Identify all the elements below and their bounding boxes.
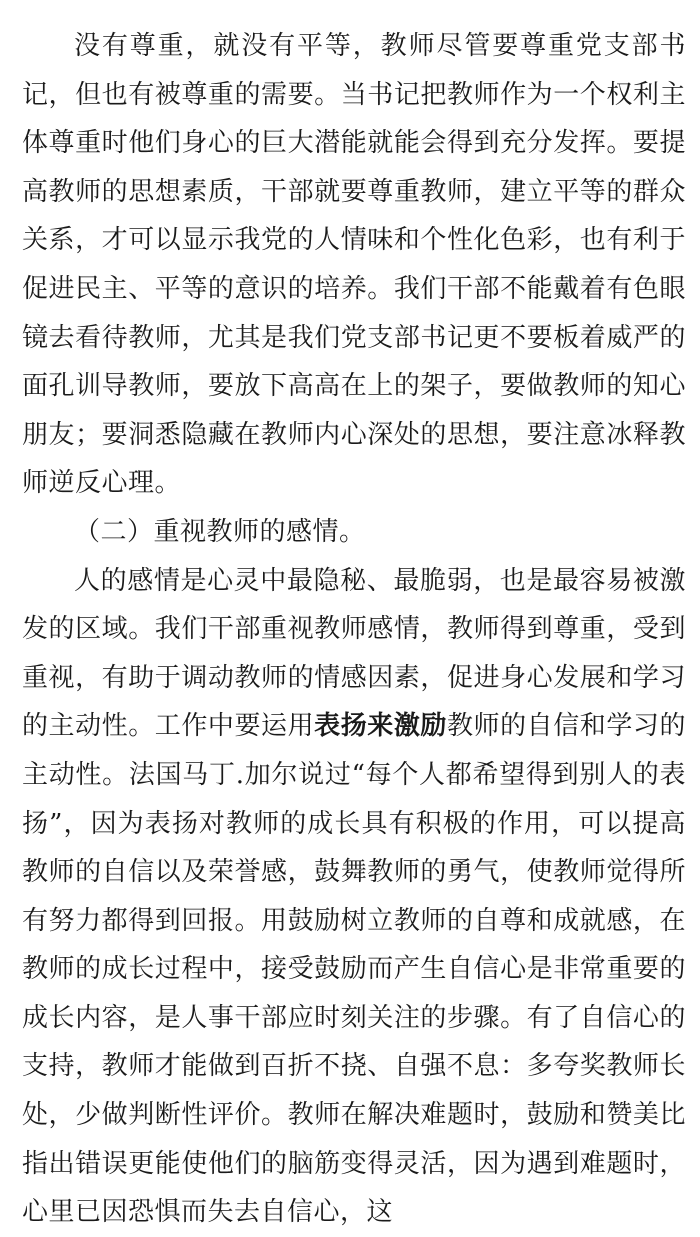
- paragraph-emotion-text-after: 教师的自信和学习的主动性。法国马丁.加尔说过“每个人都希望得到别人的表扬”，因为表扬对教师的成长具有积极的作用，可以提高教师的自信以及荣誉感，鼓舞教师的勇气，使教师觉得所有努力都得到回报。用鼓励树立教师的自尊和成就感，在教师的成长过程中，接受鼓励而产生自信心是非常重要的成长内容，是人事干部应时刻关注的步骤。有了自信心的支持，教师才能做到百折不挠、自强不息：多夸奖教师长处，少做判断性评价。教师在解决难题时，鼓励和赞美比指出错误更能使他们的脑筋变得灵活，因为遇到难题时，心里已因恐惧而失去自信心，这: [22, 711, 686, 1228]
- paragraph-respect: 没有尊重，就没有平等，教师尽管要尊重党支部书记，但也有被尊重的需要。当书记把教师作为一个权利主体尊重时他们身心的巨大潜能就能会得到充分发挥。要提高教师的思想素质，干部就要尊重教师，建立平等的群众关系，才可以显示我党的人情味和个性化色彩，也有利于促进民主、平等的意识的培养。我们干部不能戴着有色眼镜去看待教师，尤其是我们党支部书记更不要板着威严的面孔训导教师，要放下高高在上的架子，要做教师的知心朋友；要洞悉隐藏在教师内心深处的思想，要注意冰释教师逆反心理。: [22, 31, 686, 499]
- section-heading-emotion: （二）重视教师的感情。: [74, 516, 366, 547]
- paragraph-emotion-text-before: 人的感情是心灵中最隐秘、最脆弱，也是最容易被激发的区域。我们干部重视教师感情，教师得到尊重，受到重视，有助于调动教师的情感因素，促进身心发展和学习的主动性。工作中要运用: [22, 565, 686, 742]
- bold-phrase: 表扬来激励: [314, 711, 447, 742]
- paragraph-emotion: [22, 557, 686, 1237]
